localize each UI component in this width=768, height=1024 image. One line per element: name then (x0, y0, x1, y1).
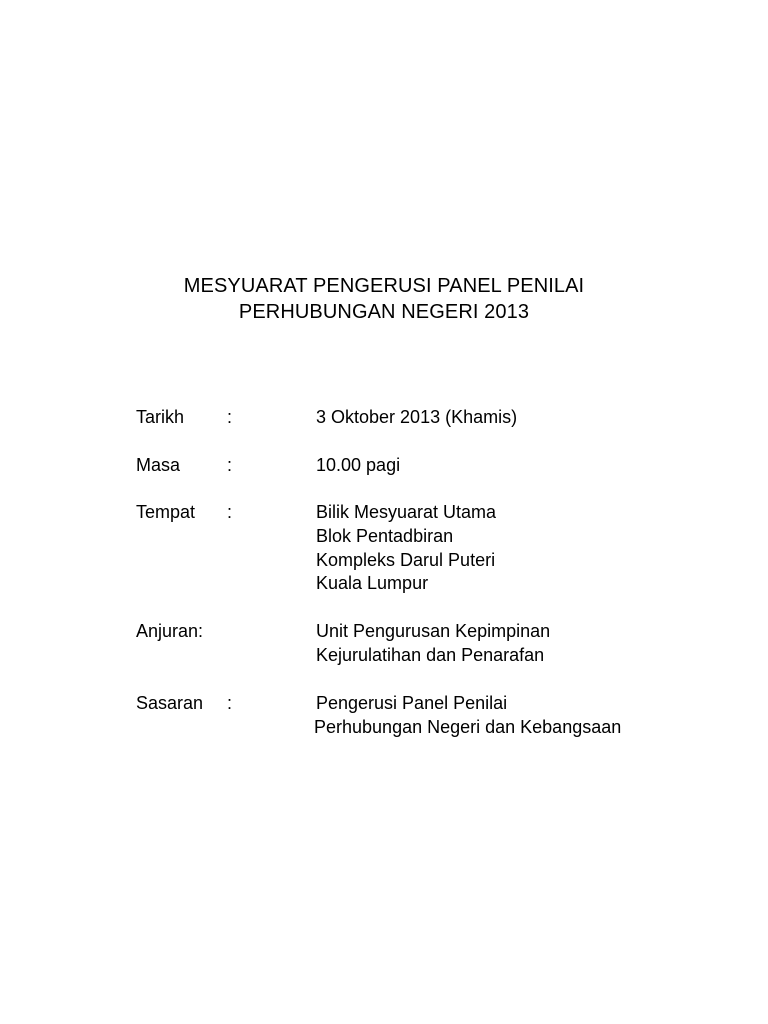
sasaran-line-2: Perhubungan Negeri dan Kebangsaan (314, 716, 622, 737)
sasaran-line-1: Pengerusi Panel Penilai (316, 693, 508, 713)
tarikh-value: 3 Oktober 2013 (Khamis) (316, 407, 518, 427)
document-title-line-2: PERHUBUNGAN NEGERI 2013 (238, 301, 530, 323)
anjuran-line-2: Kejurulatihan dan Penarafan (316, 644, 545, 665)
tarikh-colon: : (227, 407, 233, 427)
tempat-line-4: Kuala Lumpur (316, 573, 429, 594)
masa-value: 10.00 pagi (316, 455, 401, 475)
tempat-line-1: Bilik Mesyuarat Utama (316, 502, 497, 522)
tarikh-label: Tarikh (136, 407, 185, 427)
tempat-line-2: Blok Pentadbiran (316, 525, 454, 546)
anjuran-label: Anjuran: (136, 621, 204, 641)
sasaran-value (316, 692, 621, 740)
tempat-line-3: Kompleks Darul Puteri (316, 549, 496, 570)
masa-label: Masa (136, 455, 181, 475)
tempat-colon: : (227, 502, 233, 522)
sasaran-colon: : (227, 693, 233, 713)
anjuran-line-1: Unit Pengurusan Kepimpinan (316, 621, 551, 641)
tempat-label: Tempat (136, 502, 196, 522)
masa-colon: : (227, 455, 233, 475)
document-title-line-1: MESYUARAT PENGERUSI PANEL PENILAI (183, 275, 585, 297)
anjuran-value (316, 620, 550, 668)
sasaran-label: Sasaran (136, 693, 204, 713)
tempat-value (316, 501, 496, 596)
